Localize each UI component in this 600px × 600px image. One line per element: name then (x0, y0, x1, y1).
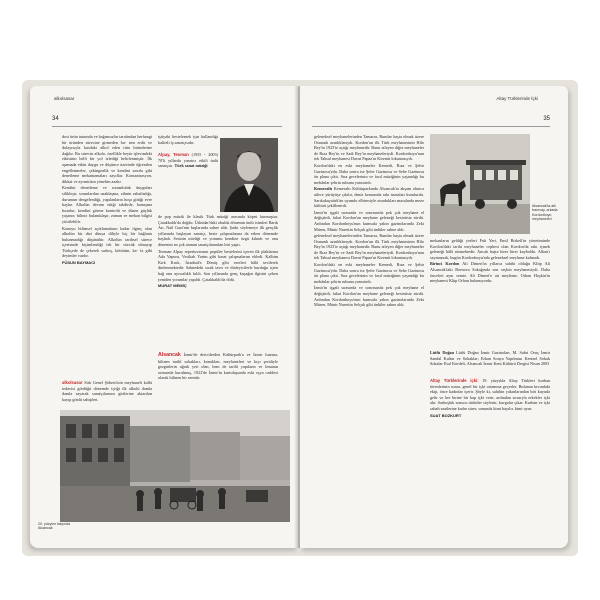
teoman-alpay-portrait (220, 138, 278, 212)
reference-author: Lütfü Doğan (430, 350, 454, 355)
author-credit: SUAT BOZKURT (430, 412, 462, 418)
paragraph: Kendini denetleme ve sorumluluk duyguları silikleşir, sorunlardan uzaklaşma, zihnin rahatladığı, durumun dengelendiği, yapılanların hoşa gittiği evre başlar. Alkolün devam ettiği takdirde, konuşma bozulur, kendini görme kontrolü ve düzen güçlük yaşanır; bilinci bulanıklaşır, zaman ve mekan bilgisi yitirilebilir. (62, 185, 152, 224)
left-column-2-intro (158, 134, 218, 148)
entry-text: Sirk Genel Şöhreti'nin meyhaneli kalbi tedavisi gördüğü dönemde içtiği ilk alkolü damla damla sayarak sanatçılarının gözlerine aktarılan kayıp gönlü sahipleri. (62, 380, 152, 402)
paragraph: Konuyu bilimsel açıklamaların kadar ilginç olan alkolün bir dizi dünya diliyle hiç bir bağlantı bulunmadığı düşünülür. Alkolün tarihsel sürece içerisinde biçimlendiği tek bir sözcük olmayıp Türkçede de çekerek sarhoş, kötürüm, ka- fa gibi deyimler vardır. (62, 225, 152, 259)
bold-term: Kemeraltı (314, 186, 333, 192)
paragraph: İzmir'in işgali sırasında ve sonrasında pek çok meyhane el değiştirdi, fakat Kordon'un meyhane geleneği kesintisiz sürdü. Ardından Kordonboyu'nun kumsala yakın gazinolarında Zeki Müren, Münir Nurettin Selçuk gibi ünlüler sahne aldı. (314, 209, 424, 232)
right-column-1 (314, 134, 424, 538)
paragraph: geleneksel meyhanelerinden Tamarra, Rumlar başta olmak üzere Osmanlı azınlıklarıydı. Kordon'un ilk Türk meyhanesinin Hilo Bey'in 1923'te açtığı meyhanedir. Bunu izleyen diğer meyhaneler de Rıza Bey'in ve Sadi Bey'in meyhaneleriydi. Kordonboyu'nun tek Tahsal meyhanesi Davut Papaz'ın Kiremit lokantasıydı. (314, 134, 424, 162)
paragraph: Kordon'daki en eski meyhaneler Kemerli, Rıza ve Şehir Gazinosu'ydu. Daha sonra ise Şefer Gazinosu ve Sebe Gazinosu ön plana çıktı. Sıra gecelerinin ve fasıl müziğinin yaşandığı bu mekânlar şehrin ruhunu yansıtırdı. (314, 262, 424, 284)
tram-photo-caption: Alsancak'ta atlı tramvay, arkada Kordonboyu meyhaneleri (532, 204, 558, 222)
alsancak-street-photo (60, 410, 290, 522)
entry-meta: (1935 - 2003) 70'li yıllarda yaratıcı etkili ünlü sanatçısı. (158, 152, 218, 169)
alkolsasar-entry (62, 380, 152, 408)
author-credit: FÜSUN BAYMACI (62, 260, 96, 266)
street-photo-caption: 20. yüzyılın başında Alsancak (38, 522, 70, 531)
paragraph: İzmir'in işgali sırasında ve sonrasında pek çok meyhane el değiştirdi, fakat Kordon'un meyhane geleneği kesintisiz sürdü. Ardından Kordonboyu'nun kumsala yakın gazinolarında Zeki Müren, Münir Nurettin Selçuk gibi ünlüler sahne aldı. (314, 285, 424, 308)
author-credit: MURAT MEMİÇ (158, 283, 187, 289)
left-page-number: 34 (52, 116, 59, 122)
entry-title-altay: Altay Türklerinde içki: (430, 378, 479, 383)
altay-entry (430, 378, 550, 532)
entry-bold-term: Türk sanat müziği (174, 163, 208, 169)
alsancak-entry (158, 352, 278, 406)
paragraph: iştiyaki bestelemek için kullandığı kaliteli iş sanatçısıdır. (158, 134, 218, 145)
paragraph: geleneksel meyhanelerinden Tamarra, Rumlar başta olmak üzere Osmanlı azınlıklarıydı. Kordon'un ilk Türk meyhanesinin Hilo Bey'in 1923'te açtığı meyhanedir. Bunu izleyen diğer meyhaneler de Rıza Bey'in ve Sadi Bey'in meyhaneleriydi. Kordonboyu'nun tek Tahsal meyhanesi Davut Papaz'ın Kiremit lokantasıydı. (314, 233, 424, 261)
left-header-rule (52, 126, 282, 127)
alpay-entry-head (158, 152, 218, 212)
entry-text: 19. yüzyılda Altay Türkleri kurban törenlerinin sonra, genel bir içki ortamına geçerler. Bulunan kıvındaki ekip, önce kadınlar içerir. Şöyle ki, sahibin yakınlarından biri kuyuda gelir ve her birine bir kap içki verir, ardından sırasıyla erkekler içki alır. Sarhoşluk sonucu türküler söylenir, kavgalar çıkar. Kurban ve içki sabah saatlerine kadar sürer, sonunda kimi bayılır, kimi uyur. (430, 378, 550, 411)
portrait-illustration (220, 138, 278, 212)
entry-title-alkolsasar: alkolsasar (62, 380, 83, 385)
right-column-2 (430, 238, 550, 348)
entry-title-alsancak: Alsancak (158, 352, 181, 358)
paragraph: de pop müzik ile klasik Türk müziği arasında köprü kurmuştur. Çatakkaldı'da doğdu. Üsküdar'daki okulda dönemin ünlü isimleri Barık Arı, Nail Gazi'nin başlarında sahne aldı. Şarkı söylemeye ilk gençlik yıllarında başlayan sanatçı, beste çalışmalarına da erken dönemde başladı. Sesinin niteliği ve yorumu kendine özgü kılındı ve onu dönemin en çok aranan sanatçılarından biri yaptı. (158, 214, 278, 247)
alpay-entry-body (158, 214, 278, 350)
tram-photo (430, 134, 530, 234)
street-scene-illustration (60, 410, 290, 522)
reference-text: Lütfü Doğan İzmir Gazinoları, M. Sabri Oruç İzmir Sandal Kultur ve Sokaklar; Erkan Sonya Yapılması Kentsel Sokak Sokalar Esal Kördeli, Alsancak İzmir Kent Kültürü Dergisi Nisan 2003 (430, 350, 550, 367)
paragraph: dost ürün tutumda ve bağımsızlar tarafından herhangi bir üründen sürecine girmeden hu- nen erdir ve dolayısıyla kusdaki alkol eden tüm birimlerine dağılır. Bu sürecin alkolo, özellikle beyin işlevindeki etkisinin belli bir yol izlediği belirlenmiştir. İlk aşamada etkin duygu ve düşünce üzerinde öğrenilen engellenmeler, çekingenlik ve kendini sınırla gibi denetleme mekanizmaları zayıflar. Konsantrasyon, dikkat ve ayrıntılara yönelim azalır. (62, 134, 152, 184)
bold-term: Birinci Kordon (430, 261, 460, 267)
left-running-header: alkolsasar (54, 96, 75, 101)
entry-text: İzmir'de dericilerden Kültürpark'a ve İzmir fuarına, bilinen tarihî sokakları, konakları, meyhaneleri ve kıyı şeridiyle gezginlerin uğrak yeri olan, hem de tarihî yapıların ve limanın ortasında kurulmuş, 1922'de İzmir'in kurtuluşunda eski eşya caddesi olarak bilinen bir semttir. (158, 352, 278, 381)
entry-title-alpay: Alpay, Teoman (158, 152, 189, 157)
open-book (18, 72, 580, 560)
paragraph: Ali Dimeri'in yıllarca sahibi olduğu Kliip Ali Alsancak'taki Bornova Sokağında son seçkin meyhanesiydi. Daha önceleri aynı semte, Ali Dimeri'e ait meyhane, Orhan Hoşkin'in meyhanesi Klüp Orhan bulunuyordu. (430, 261, 550, 284)
horse-tram-illustration (430, 134, 530, 234)
paragraph: Teoman Alpay repertuvarının popüler bestelerini içeren ilk plaklarına Ada Vapuru, Vesikalı Yarim gibi kaset çalışmalarını ekledi. Kalbim Kırk Kırık, İstanbul'a Dönüş gibi eserleri hâlâ sevilerek dinlenmektedir. Sahnedeki sıcak tavrı ve dinleyicilerle kurduğu içten bağ onu ayrıcalıklı kıldı. Son yıllarında genç kuşağın ilgisini çeken yeniden yorumlar yapıldı. Çatakkaldı'da öldü. (158, 248, 278, 282)
paragraph: mekanların geldiği yerleri Fuh Yeri, Emil Birkeli'in yönetiminde Kordon'daki tarihi meyhaneler cephesi olan Kordon'da rakı içmek geleneği hâlâ sürmektedir. Ancak başta birer birer kayboldu. Alkan'ı saymazsak, bugün Kordonboyu'nda geleneksel meyhane kalmadı. (430, 238, 550, 260)
left-column-1 (62, 134, 152, 378)
paragraph: Kemeraltı Kültürparkında Alsancak'ta akşam olunca ailece yürüyüşe çıkılır, deniz kenarında rakı masaları kurulurdu. Sarıkakaçıtürk'ün uyumlu elbisesiyle oturdukları masalarda meze kültürü şekillenirdi. (314, 186, 424, 209)
right-header-rule (312, 126, 550, 127)
right-page (300, 86, 568, 548)
right-page-number: 35 (543, 116, 550, 122)
references-block (430, 350, 550, 374)
paragraph: Kordon'daki en eski meyhaneler Kemerli, Rıza ve Şehir Gazinosu'ydu. Daha sonra ise Şefer Gazinosu ve Sebe Gazinosu ön plana çıktı. Sıra gecelerinin ve fasıl müziğinin yaşandığı bu mekânlar şehrin ruhunu yansıtırdı. (314, 162, 424, 185)
right-running-header: Altay Türklerinde İçki (496, 96, 538, 101)
left-page (30, 86, 298, 548)
